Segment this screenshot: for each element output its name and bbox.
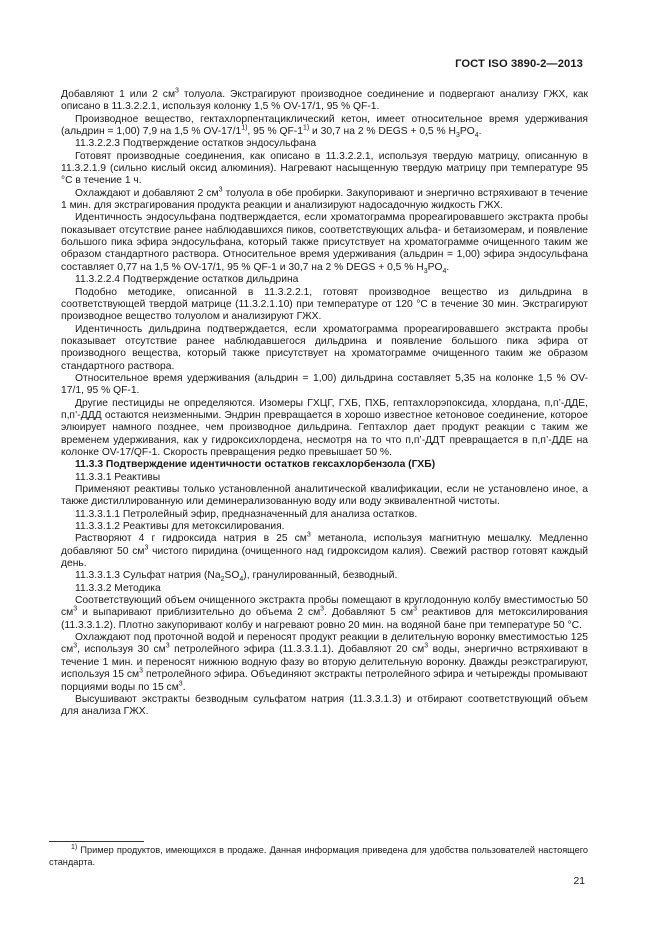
paragraph: Идентичность дильдрина подтверждается, если хроматограмма прореагировавшего экстракта пробы показывает отсутствие ранее наблюдавшегося дильдрина и появление большого пика эфира от производного вещества, который также присутствует на хроматограмме очищенного таким же образом стандартного раствора. [61, 323, 588, 372]
paragraph: Производное вещество, гектахлорпентациклический кетон, имеет относительное время удерживания (альдрин = 1,00) 7,9 на 1,5 % OV-17/1$^{1)}$, 95 % QF-1$^{1)}$ и 30,7 на 2 % DEGS + 0,5 % $H_3PO_4$. [61, 113, 588, 140]
paragraph: Соответствующий объем очищенного экстракта пробы помещают в круглодонную колбу вместимостью 50 $см^3$ и выпаривают приблизительно до объема 2 $см^3$. Добавляют 5 $см^3$ реактивов для метоксилирования (11.3.3.1.2). Плотно закупоривают колбу и нагревают ровно 20 мин. на водяной бане при температуре 50 °C. [61, 595, 588, 631]
document-body [61, 89, 588, 719]
section-heading: 11.3.2.2.4 Подтверждение остатков дильдрина [75, 274, 299, 286]
paragraph: Растворяют 4 г гидроксида натрия в 25 $см^3$ метанола, используя магнитную мешалку. Медленно добавляют 50 $см^3$ чистого пиридина (очищенного над гидроксидом калия). Свежий раствор готовят каждый день. [61, 531, 588, 570]
paragraph: Относительное время удерживания (альдрин = 1,00) дильдрина составляет 5,35 на колонке 1,5 % OV-17/1, 95 % QF-1. [61, 372, 588, 397]
paragraph: 11.3.3.1.2 Реактивы для метоксилирования. [75, 521, 285, 533]
section-heading: 11.3.2.2.3 Подтверждение остатков эндосульфана [75, 138, 317, 150]
paragraph: Добавляют 1 или 2 $см^3$ толуола. Экстрагируют производное соединение и подвергают анализу ГЖХ, как описано в 11.3.2.2.1, используя колонку 1,5 % OV-17/1, 95 % QF-1. [61, 87, 588, 113]
paragraph: 11.3.3.1.3 Сульфат натрия $(Na_2SO_4)$, гранулированный, безводный. [75, 570, 398, 584]
paragraph: Охлаждают и добавляют 2 $см^3$ толуола в обе пробирки. Закупоривают и энергично встряхивают в течение 1 мин. для экстрагирования продукта реакции и анализируют надосадочную жидкость ГЖХ. [61, 186, 589, 212]
document-header: ГОСТ ISO 3890-2—2013 [455, 58, 583, 70]
footnote: $^{1)}$ Пример продуктов, имеющихся в продаже. Данная информация приведена для удобства пользователей настоящего стандарта. [49, 843, 588, 867]
paragraph: Высушивают экстракты безводным сульфатом натрия (11.3.3.1.3) и отбирают соответствующий объем для анализа ГЖХ. [61, 693, 588, 718]
paragraph: Другие пестициды не определяются. Изомеры ГХЦГ, ГХБ, ПХБ, гептахлорэпоксида, хлордана, п,п’-ДДЕ, п,п’-ДДД остаются неизменными. Эндрин превращается в хорошо известное кетоновое соединение, которое элюирует намного позднее, чем производное дильдрина. Гептахлор дает продукт реакции с таким же временем удерживания, как у гидроксихлордена, несмотря на то что п,п’-ДДТ превращается в п,п’-ДДЕ на колонке OV-17/QF-1. Скорость превращения редко превышает 50 %. [61, 397, 588, 458]
paragraph: Охлаждают под проточной водой и переносят продукт реакции в делительную воронку вместимостью 125 $см^3$, используя 30 $см^3$ петролейного эфира (11.3.3.1.1). Добавляют 20 $см^3$ воды, энергично встряхивают в течение 1 мин. и переносят нижнюю водную фазу во вторую делительную воронку. Дважды реэкстрагируют, используя 15 $см^3$ петролейного эфира. Объединяют экстракты петролейного эфира и четырежды промывают порциями воды по 15 $см^3$. [61, 632, 589, 693]
footnote-divider [49, 841, 144, 842]
section-heading: 11.3.3.2 Методика [75, 582, 161, 594]
section-heading-bold: 11.3.3 Подтверждение идентичности остатков гексахлорбензола (ГХБ) [75, 459, 436, 471]
paragraph: 11.3.3.1.1 Петролейный эфир, предназначенный для анализа остатков. [75, 508, 418, 520]
paragraph: Подобно методике, описанной в 11.3.2.2.1, готовят производное вещество из дильдрина в соответствующей твердой матрице (11.3.2.1.10) при температуре от 120 °C в течение 30 мин. Экстрагируют производное вещество толуолом и анализируют ГЖХ. [61, 286, 588, 323]
paragraph: Готовят производные соединения, как описано в 11.3.2.2.1, используя твердую матрицу, описанную в 11.3.2.1.9 (сильно кислый оксид алюминия). Нагревают насыщенную твердую матрицу при температуре 95 °C в течение 1 ч. [61, 150, 588, 187]
page-number: 21 [573, 876, 585, 887]
section-heading: 11.3.3.1 Реактивы [75, 471, 161, 483]
paragraph: Идентичность эндосульфана подтверждается, если хроматограмма прореагировавшего экстракта пробы показывает отсутствие ранее наблюдавшихся пиков, соответствующих альфа- и бетаизомерам, и появление большого пика эфира эндосульфана, который также присутствует на хроматограмме очищенного таким же образом стандартного раствора. Относительное время удерживания (альдрин = 1,00) эфира эндосульфана составляет 0,77 на 1,5 % OV-17/1, 95 % QF-1 и 30,7 на 2 % DEGS + 0,5 % $H_3PO_4$. [61, 212, 588, 275]
paragraph: Применяют реактивы только установленной аналитической квалификации, если не установлено иное, а также дистиллированную или деминерализованную воду или воду эквивалентной чистоты. [61, 484, 588, 508]
